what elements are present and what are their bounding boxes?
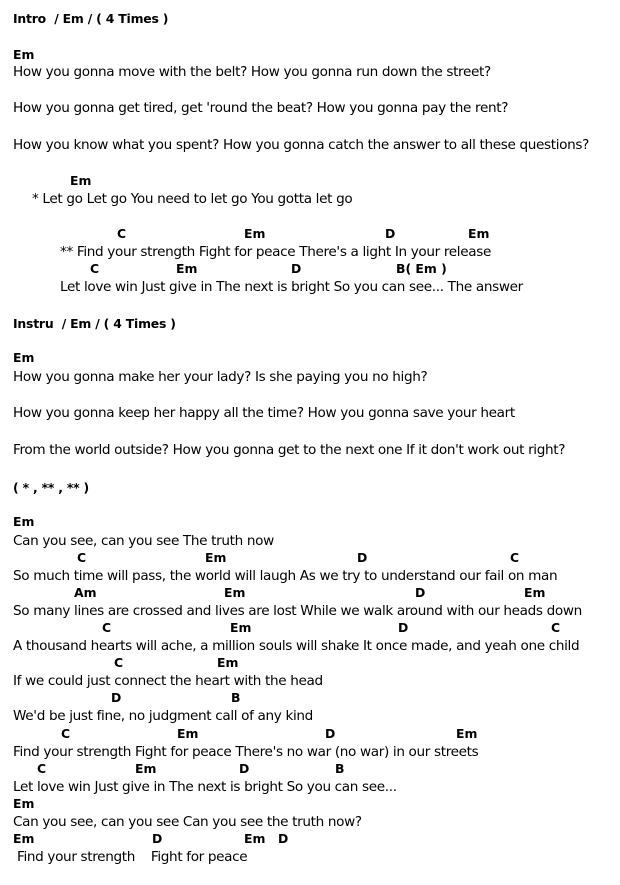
- chord-label: D: [111, 690, 122, 705]
- chord-label: C: [37, 761, 47, 776]
- verse2-lyric-line: How you gonna make her your lady? Is she paying you no high?: [13, 369, 428, 385]
- bridge-chord-row: [0, 689, 620, 707]
- chord-label: Em: [217, 655, 239, 670]
- intro-heading: Intro / Em / ( 4 Times ): [13, 11, 169, 26]
- chord-label: Em: [135, 761, 157, 776]
- bridge-lyric-line: If we could just connect the heart with the head: [13, 673, 323, 689]
- bridge-lyric-line: So much time will pass, the world will laugh As we try to understand our fail on man: [13, 568, 558, 584]
- chord-label: D: [152, 831, 163, 846]
- chord-label: C: [114, 655, 124, 670]
- chorus-chord-row: [0, 225, 620, 243]
- chord-label: C: [90, 261, 100, 276]
- chord-label: Em: [244, 226, 266, 241]
- chord-label: D: [398, 620, 409, 635]
- bridge-lyric-line: We'd be just fine, no judgment call of any kind: [13, 708, 313, 724]
- chord-label: Em: [176, 261, 198, 276]
- chord-label: Em: [205, 550, 227, 565]
- repeat-marker: ( * , ** , ** ): [13, 480, 90, 495]
- chord-label: D: [278, 831, 289, 846]
- chord-label: C: [117, 226, 127, 241]
- chord-label: Em: [177, 726, 199, 741]
- bridge-lyric-line: Find your strength Fight for peace: [13, 849, 248, 865]
- chord-label: D: [415, 585, 426, 600]
- verse1-lyric-line: How you know what you spent? How you gonna catch the answer to all these questions?: [13, 137, 590, 153]
- chord-label: Am: [74, 585, 97, 600]
- bridge-chord-row: [0, 619, 620, 637]
- chord-label: C: [510, 550, 520, 565]
- bridge-lyric-line: Find your strength Fight for peace There's no war (no war) in our streets: [13, 744, 479, 760]
- chorus-lyric-line: ** Find your strength Fight for peace There's a light In your release: [60, 244, 491, 260]
- bridge-lyric-line: So many lines are crossed and lives are lost While we walk around with our heads down: [13, 603, 582, 619]
- chord-label: D: [385, 226, 396, 241]
- chord-label: C: [551, 620, 561, 635]
- verse2-lyric-line: From the world outside? How you gonna get to the next one If it don't work out right?: [13, 442, 566, 458]
- verse1-lyric-line: How you gonna move with the belt? How you gonna run down the street?: [13, 64, 491, 80]
- chorus-chord-row: [0, 260, 620, 278]
- chord-label: Em: [13, 796, 35, 811]
- bridge-chord-row: [0, 654, 620, 672]
- verse2-lyric-line: How you gonna keep her happy all the time? How you gonna save your heart: [13, 405, 515, 421]
- bridge-lyric-line: Let love win Just give in The next is bright So you can see...: [13, 779, 397, 795]
- bridge-chord-row: [0, 549, 620, 567]
- verse2-chord-row: [0, 349, 620, 367]
- chord-label: Em: [13, 350, 35, 365]
- bridge-chord-row: [0, 795, 620, 813]
- bridge-chord-row: [0, 725, 620, 743]
- bridge-chord-row: [0, 513, 620, 531]
- bridge-chord-row: [0, 830, 620, 848]
- chorus-lyric-line: Let love win Just give in The next is bright So you can see... The answer: [60, 279, 523, 295]
- chord-label: Em: [230, 620, 252, 635]
- chord-label: Em: [13, 47, 35, 62]
- instru-heading: Instru / Em / ( 4 Times ): [13, 316, 176, 331]
- chord-label: C: [77, 550, 87, 565]
- chord-label: C: [61, 726, 71, 741]
- chord-label: B: [231, 690, 241, 705]
- prechorus-lyric-line: * Let go Let go You need to let go You gotta let go: [32, 191, 353, 207]
- bridge-lyric-line: A thousand hearts will ache, a million souls will shake It once made, and yeah one child: [13, 638, 580, 654]
- verse1-lyric-line: How you gonna get tired, get 'round the beat? How you gonna pay the rent?: [13, 100, 509, 116]
- bridge-chord-row: [0, 760, 620, 778]
- chord-label: Em: [456, 726, 478, 741]
- chord-label: D: [239, 761, 250, 776]
- chord-label: B: [335, 761, 345, 776]
- chord-label: D: [291, 261, 302, 276]
- chord-label: Em: [468, 226, 490, 241]
- chord-label: D: [357, 550, 368, 565]
- chord-label: Em: [524, 585, 546, 600]
- chord-label: C: [102, 620, 112, 635]
- chord-label: Em: [244, 831, 266, 846]
- chord-label: Em: [13, 514, 35, 529]
- chord-label: Em: [70, 173, 92, 188]
- verse1-chord-row: [0, 46, 620, 64]
- bridge-lyric-line: Can you see, can you see Can you see the truth now?: [13, 814, 362, 830]
- bridge-lyric-line: Can you see, can you see The truth now: [13, 533, 274, 549]
- chord-label: D: [325, 726, 336, 741]
- bridge-chord-row: [0, 584, 620, 602]
- prechorus-chord-row: [0, 172, 620, 190]
- chord-label: Em: [224, 585, 246, 600]
- chord-label: Em: [13, 831, 35, 846]
- chord-label: B( Em ): [396, 261, 447, 276]
